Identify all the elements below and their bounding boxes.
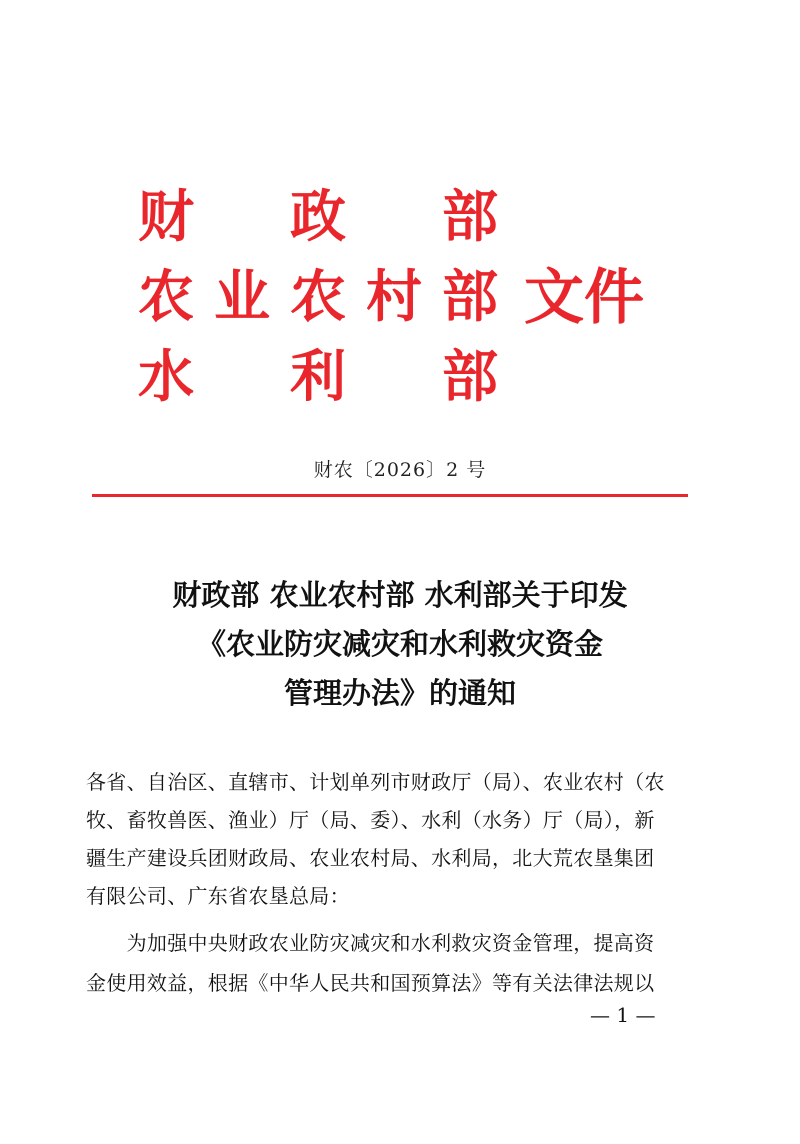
document-number: 财农〔2026〕2 号 bbox=[313, 459, 487, 481]
masthead-char: 农 bbox=[138, 265, 194, 330]
red-divider bbox=[92, 494, 688, 497]
masthead-char: 部 bbox=[442, 265, 498, 330]
notice-title-line: 财政部 农业农村部 水利部关于印发 bbox=[172, 578, 628, 612]
masthead-char: 水 bbox=[138, 345, 194, 410]
masthead-char: 农 bbox=[290, 265, 346, 330]
masthead-char: 业 bbox=[214, 265, 270, 330]
body-text-line: 有限公司、广东省农垦总局： bbox=[86, 884, 350, 908]
notice-title-line: 《农业防灾减灾和水利救灾资金 bbox=[196, 627, 603, 661]
body-text-line: 疆生产建设兵团财政局、农业农村局、水利局，北大荒农垦集团 bbox=[86, 846, 655, 870]
masthead-char: 财 bbox=[138, 185, 194, 250]
body-text-line: 各省、自治区、直辖市、计划单列市财政厅（局）、农业农村（农 bbox=[86, 770, 665, 794]
masthead-char: 部 bbox=[442, 345, 498, 410]
masthead-char: 村 bbox=[366, 265, 422, 330]
masthead-char: 部 bbox=[442, 185, 498, 250]
masthead-char: 利 bbox=[290, 345, 346, 410]
notice-title-line: 管理办法》的通知 bbox=[283, 676, 516, 710]
body-text-line: 为加强中央财政农业防灾减灾和水利救灾资金管理，提高资 bbox=[86, 931, 655, 955]
page-number: — 1 — bbox=[590, 1003, 656, 1027]
masthead-char: 政 bbox=[290, 185, 346, 250]
body-text-line: 金使用效益，根据《中华人民共和国预算法》等有关法律法规以 bbox=[86, 971, 655, 995]
body-text-line: 牧、畜牧兽医、渔业）厅（局、委）、水利（水务）厅（局），新 bbox=[86, 808, 655, 832]
masthead-suffix: 文件 bbox=[524, 263, 644, 333]
